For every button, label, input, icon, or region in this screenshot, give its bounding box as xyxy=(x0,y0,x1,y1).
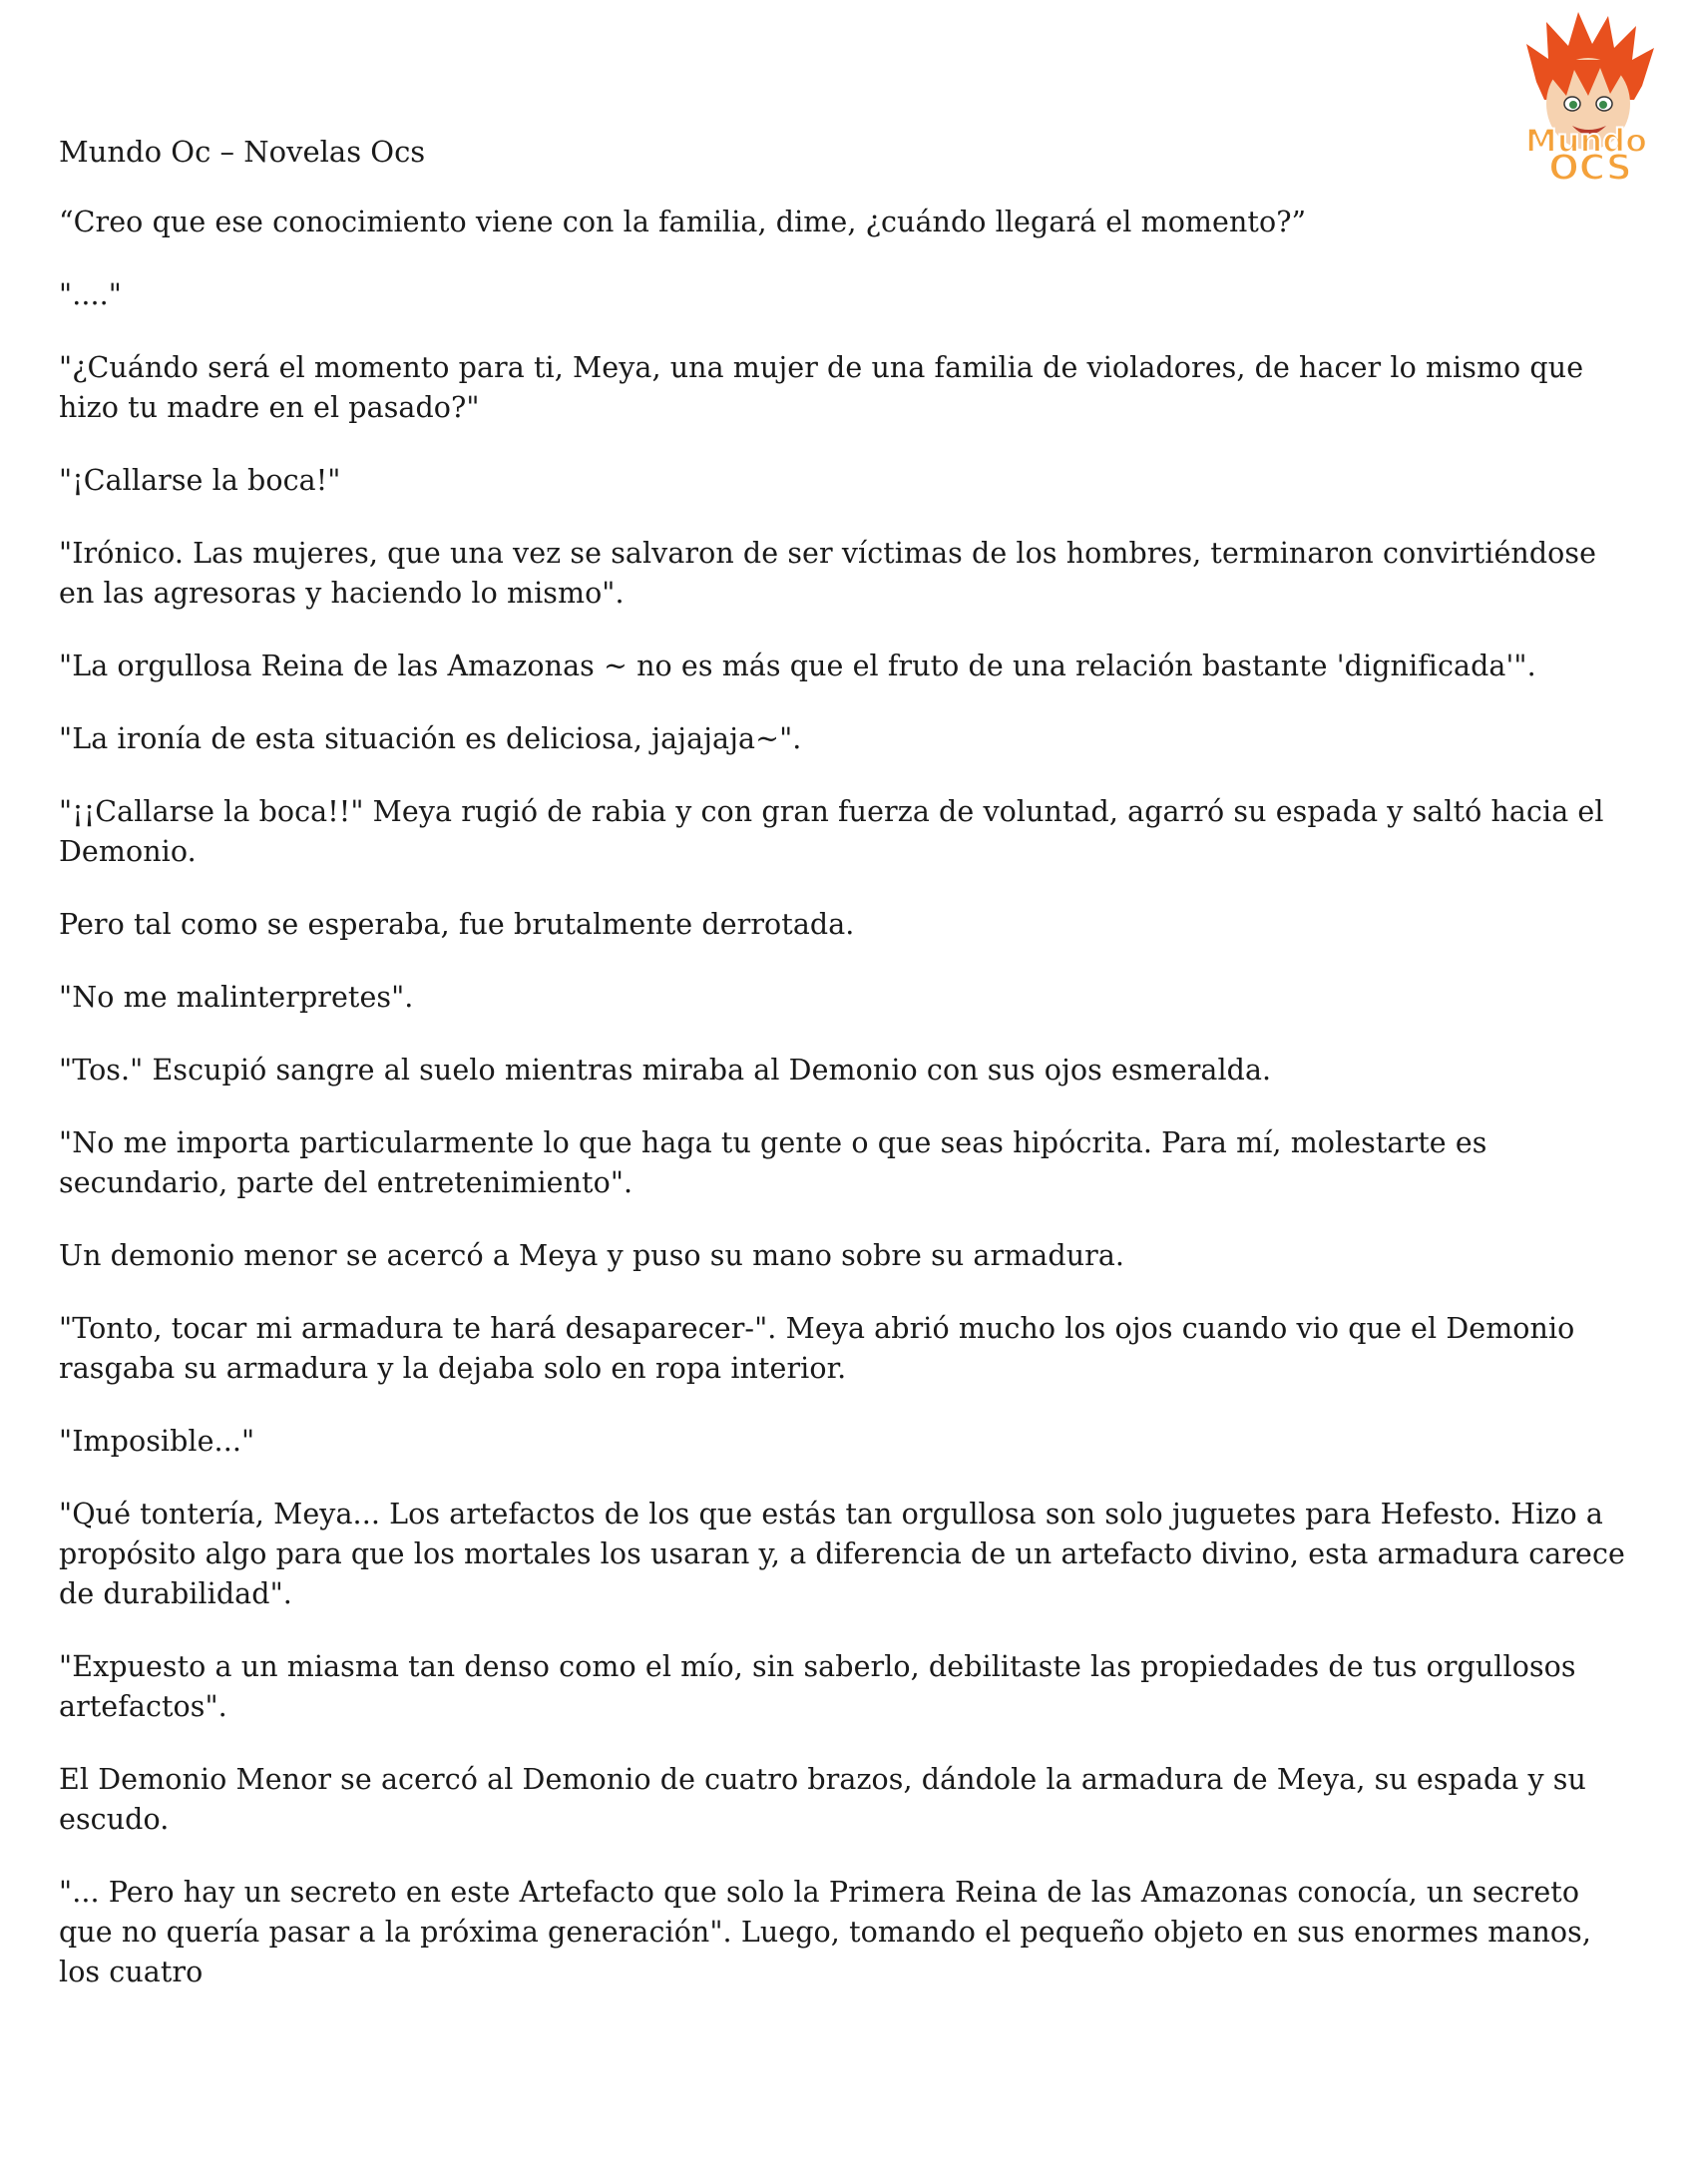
paragraph: "No me importa particularmente lo que haga tu gente o que seas hipócrita. Para mí, molestarte es secundario, parte del entretenimiento". xyxy=(59,1126,1487,1199)
document-header-title: Mundo Oc – Novelas Ocs xyxy=(59,135,426,169)
paragraph: "¿Cuándo será el momento para ti, Meya, una mujer de una familia de violadores, de hacer lo mismo que hizo tu madre en el pasado?" xyxy=(59,351,1584,424)
svg-text:Mundo: Mundo xyxy=(1524,122,1648,160)
paragraph: Un demonio menor se acercó a Meya y puso su mano sobre su armadura. xyxy=(59,1239,1125,1272)
paragraph: "... Pero hay un secreto en este Artefacto que solo la Primera Reina de las Amazonas conocía, un secreto que no quería pasar a la próxima generación". Luego, tomando el pequeño objeto en sus enormes manos, los cuatro xyxy=(59,1876,1591,1988)
paragraph: "¡¡Callarse la boca!!" Meya rugió de rabia y con gran fuerza de voluntad, agarró su espada y saltó hacia el Demonio. xyxy=(59,795,1604,868)
paragraph: "La ironía de esta situación es deliciosa, jajajaja~". xyxy=(59,722,802,755)
paragraph: “Creo que ese conocimiento viene con la familia, dime, ¿cuándo llegará el momento?” xyxy=(59,206,1307,238)
document-body xyxy=(59,203,1635,2025)
paragraph: "Expuesto a un miasma tan denso como el mío, sin saberlo, debilitaste las propiedades de tus orgullosos artefactos". xyxy=(59,1650,1576,1723)
mundo-ocs-logo xyxy=(1496,4,1676,184)
paragraph: "No me malinterpretes". xyxy=(59,981,414,1014)
paragraph: "Irónico. Las mujeres, que una vez se salvaron de ser víctimas de los hombres, terminaron convirtiéndose en las agresoras y haciendo lo mismo". xyxy=(59,537,1597,610)
paragraph: Pero tal como se esperaba, fue brutalmente derrotada. xyxy=(59,908,855,941)
paragraph: "La orgullosa Reina de las Amazonas ~ no es más que el fruto de una relación bastante 'dignificada'". xyxy=(59,650,1536,682)
svg-text:OCS: OCS xyxy=(1548,148,1632,184)
paragraph: "¡Callarse la boca!" xyxy=(59,464,341,497)
paragraph: "Tos." Escupió sangre al suelo mientras miraba al Demonio con sus ojos esmeralda. xyxy=(59,1054,1272,1087)
paragraph: "...." xyxy=(59,278,122,311)
paragraph: "Qué tontería, Meya... Los artefactos de los que estás tan orgullosa son solo juguetes para Hefesto. Hizo a propósito algo para que los mortales los usaran y, a diferencia de un artefacto divino, esta armadura carece de durabilidad". xyxy=(59,1498,1625,1610)
paragraph: "Imposible..." xyxy=(59,1425,255,1458)
paragraph: El Demonio Menor se acercó al Demonio de cuatro brazos, dándole la armadura de Meya, su espada y su escudo. xyxy=(59,1763,1586,1836)
paragraph: "Tonto, tocar mi armadura te hará desaparecer-". Meya abrió mucho los ojos cuando vio que el Demonio rasgaba su armadura y la dejaba solo en ropa interior. xyxy=(59,1312,1575,1385)
